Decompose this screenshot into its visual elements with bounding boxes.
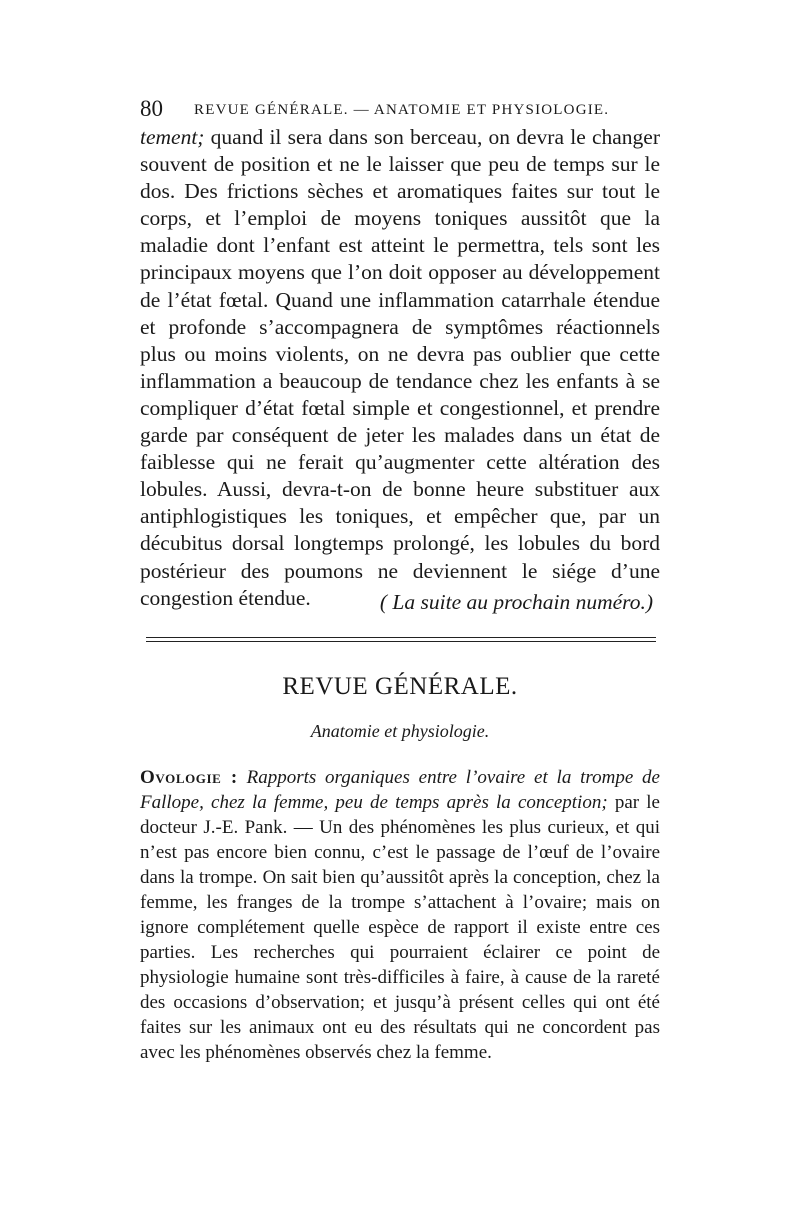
- article-lead-smallcaps: Ovologie :: [140, 767, 238, 788]
- subsection-title: Anatomie et physiologie.: [310, 721, 490, 741]
- paragraph-continued-text: [140, 124, 660, 612]
- running-title: REVUE GÉNÉRALE. — ANATOMIE ET PHYSIOLOGIE.: [194, 102, 610, 118]
- divider-rule: [146, 637, 656, 638]
- article-title: Rapports organiques entre l’ovaire et la trompe de Fallope, chez la femme, peu de temps après la conception;: [140, 767, 660, 813]
- continued-note: ( La suite au prochain numéro.): [379, 590, 653, 614]
- divider-rule: [146, 641, 656, 642]
- article-paragraph: [140, 765, 660, 1065]
- article-body: par le docteur J.-E. Pank. — Un des phénomènes les plus curieux, et qui n’est pas encore bien connu, c’est le passage de l’œuf de l’ovaire dans la trompe. On sait bien qu’aussitôt après la conception, chez la femme, les franges de la trompe s’attachent à l’ovaire; mais on ignore complétement quelle espèce de rapport il existe entre ces parties. Les recherches qui pourraient éclairer ce point de physiologie humaine sont très-difficiles à faire, à cause de la rareté des occasions d’observation; et jusqu’à présent celles qui ont été faites sur les animaux ont eu des résultats qui ne concordent pas avec les phénomènes observés chez la femme.: [140, 792, 660, 1063]
- page-number: 80: [140, 96, 163, 121]
- running-head: [140, 96, 660, 122]
- paragraph-body: quand il sera dans son berceau, on devra le changer souvent de position et ne le laisser que peu de temps sur le dos. Des frictions sèches et aromatiques faites sur tout le corps, et l’emploi de moyens toniques aussitôt que la maladie dont l’enfant est atteint le permettra, tels sont les principaux moyens que l’on doit opposer au développement de l’état fœtal. Quand une inflammation catarrhale étendue et profonde s’accompagnera de symptômes réactionnels plus ou moins violents, on ne devra pas oublier que cette inflammation a beaucoup de tendance chez les enfants à se compliquer d’état fœtal simple et congestionnel, et prendre garde par conséquent de jeter les malades dans un état de faiblesse qui ne ferait qu’augmenter cette altération des lobules. Aussi, devra-t-on de bonne heure substituer aux antiphlogistiques les toniques, et empêcher que, par un décubitus dorsal longtemps prolongé, les lobules du bord postérieur des poumons ne deviennent le siége d’une congestion étendue.: [140, 125, 660, 610]
- paragraph-lead-italic: tement;: [140, 125, 205, 149]
- section-title: REVUE GÉNÉRALE.: [282, 673, 518, 700]
